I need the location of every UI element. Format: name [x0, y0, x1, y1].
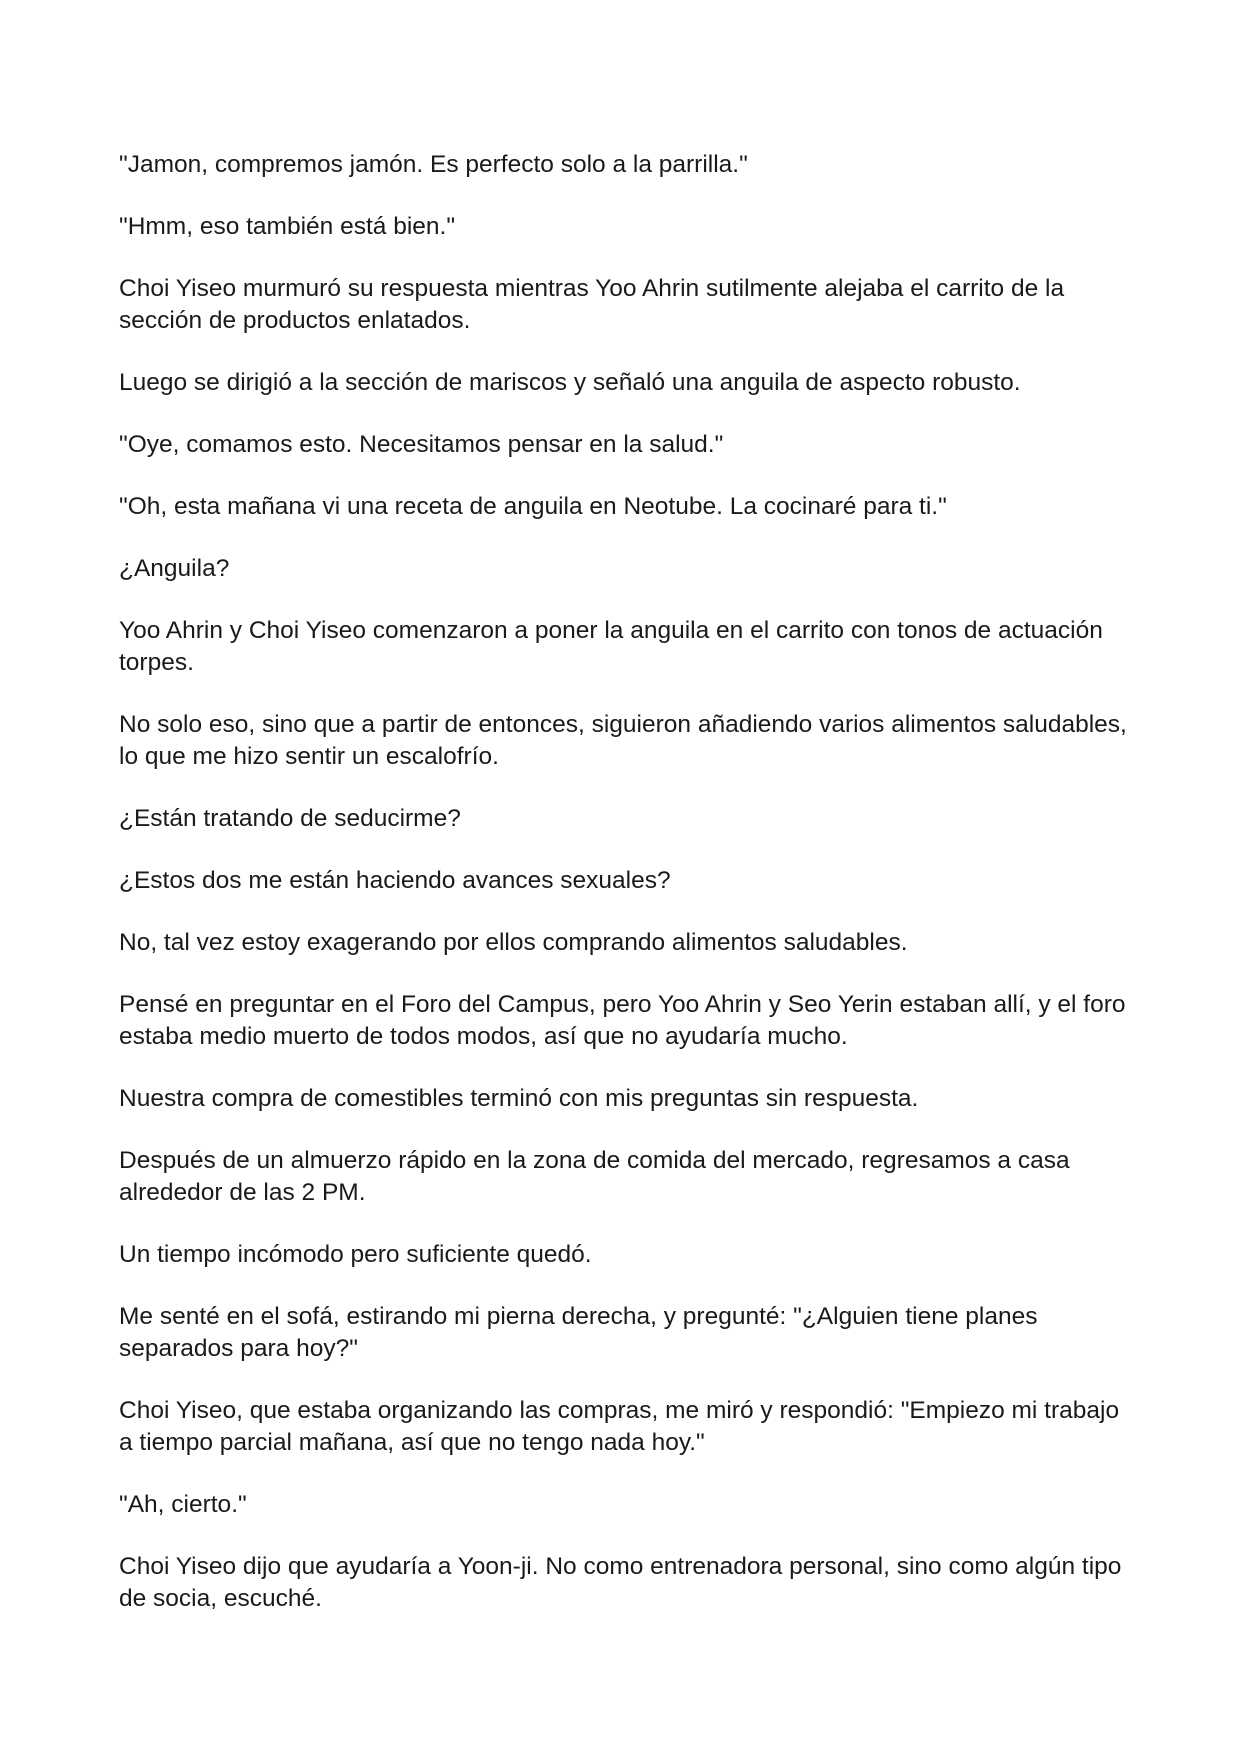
paragraph: Nuestra compra de comestibles terminó con mis preguntas sin respuesta.: [119, 1085, 919, 1112]
paragraph: Después de un almuerzo rápido en la zona de comida del mercado, regresamos a casa alrededor de las 2 PM.: [119, 1147, 1070, 1206]
paragraph: ¿Están tratando de seducirme?: [119, 805, 461, 832]
paragraph: No, tal vez estoy exagerando por ellos comprando alimentos saludables.: [119, 929, 908, 956]
paragraph: Choi Yiseo, que estaba organizando las compras, me miró y respondió: "Empiezo mi trabajo a tiempo parcial mañana, así que no tengo nada hoy.": [119, 1397, 1120, 1456]
paragraph: Luego se dirigió a la sección de mariscos y señaló una anguila de aspecto robusto.: [119, 369, 1021, 396]
paragraph: Yoo Ahrin y Choi Yiseo comenzaron a poner la anguila en el carrito con tonos de actuación torpes.: [119, 617, 1103, 676]
paragraph: "Oye, comamos esto. Necesitamos pensar en la salud.": [119, 431, 724, 458]
paragraph: Un tiempo incómodo pero suficiente quedó.: [119, 1241, 592, 1268]
paragraph: Pensé en preguntar en el Foro del Campus, pero Yoo Ahrin y Seo Yerin estaban allí, y el foro estaba medio muerto de todos modos, así que no ayudaría mucho.: [119, 991, 1126, 1050]
paragraph: ¿Estos dos me están haciendo avances sexuales?: [119, 867, 671, 894]
paragraph: "Jamon, compremos jamón. Es perfecto solo a la parrilla.": [119, 151, 748, 178]
paragraph: No solo eso, sino que a partir de entonces, siguieron añadiendo varios alimentos saludables, lo que me hizo sentir un escalofrío.: [119, 711, 1127, 770]
paragraph: "Hmm, eso también está bien.": [119, 213, 456, 240]
paragraph: ¿Anguila?: [119, 555, 230, 582]
paragraph: "Ah, cierto.": [119, 1491, 247, 1518]
paragraph: Choi Yiseo dijo que ayudaría a Yoon-ji. No como entrenadora personal, sino como algún tipo de socia, escuché.: [119, 1553, 1122, 1612]
paragraph: Me senté en el sofá, estirando mi pierna derecha, y pregunté: "¿Alguien tiene planes separados para hoy?": [119, 1303, 1038, 1362]
document-body: [119, 149, 1129, 1645]
paragraph: Choi Yiseo murmuró su respuesta mientras Yoo Ahrin sutilmente alejaba el carrito de la sección de productos enlatados.: [119, 275, 1065, 334]
paragraph: "Oh, esta mañana vi una receta de anguila en Neotube. La cocinaré para ti.": [119, 493, 947, 520]
